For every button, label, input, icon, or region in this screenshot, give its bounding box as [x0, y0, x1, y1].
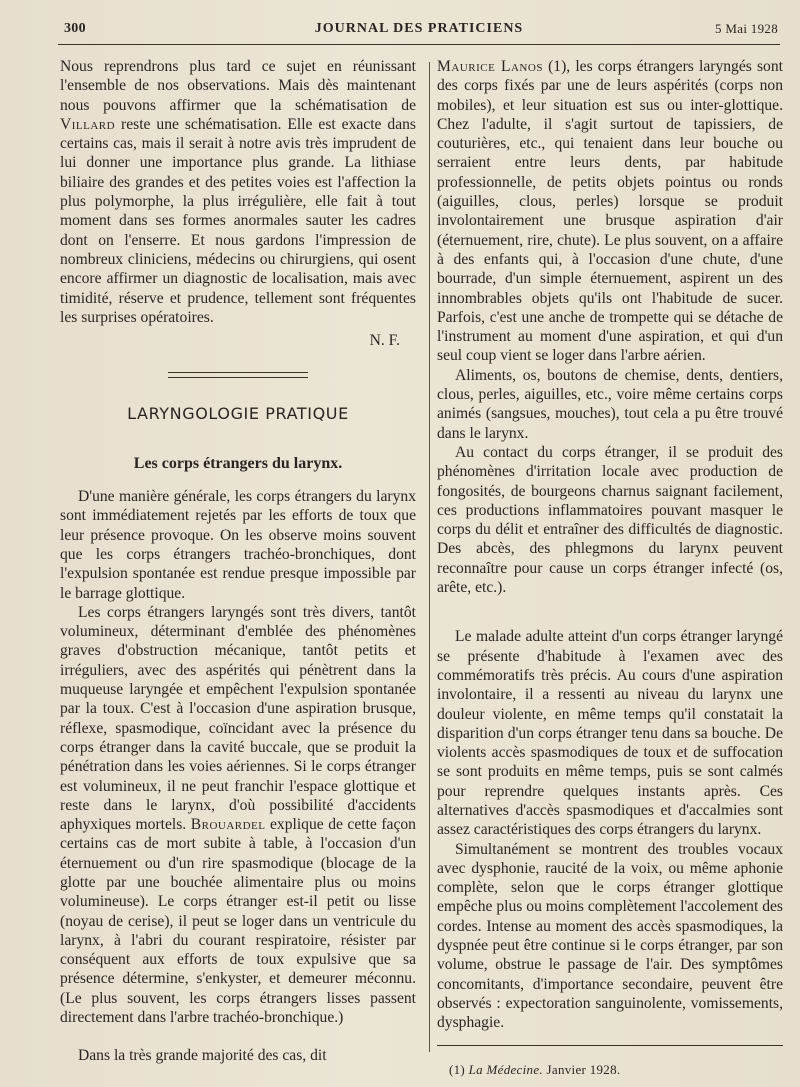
- section-heading: LARYNGOLOGIE PRATIQUE: [127, 404, 349, 424]
- body-paragraph: Simultanément se montrent des troubles vocaux avec dysphonie, raucité de la voix, ou même aphonie complète, selon que le corps étranger glottique empêche plus ou moins complètement l'accolement des cordes. Intense au moment des accès spasmodiques, la dyspnée peut être continue si le corps étranger, par son volume, obstrue le passage de l'air. Des symptômes concomitants, d'importance secondaire, peuvent être observés : expectoration sanguinolente, vomissements, dysphagie.: [437, 840, 783, 1032]
- paragraph-gap: [437, 597, 783, 627]
- journal-title: JOURNAL DES PRATICIENS: [314, 21, 524, 36]
- right-column: [437, 57, 783, 1079]
- author-name-brouardel: Brouardel: [190, 816, 266, 834]
- body-paragraph: D'une manière générale, les corps étrangers du larynx sont immédiatement rejetés par les efforts de toux que leur présence provoque. On les observe moins souvent que les corps étrangers trachéo-bronchiques, dont l'expulsion spontanée est rendue presque impossible par le barrage glottique.: [60, 488, 416, 602]
- body-paragraph: Au contact du corps étranger, il se produit des phénomènes d'irritation locale avec production de fongosités, de bourgeons charnus saignant facilement, ces productions inflammatoires pouvant masquer le corps du délit et entraîner des difficultés de diagnostic. Des abcès, des phlegmons du larynx peuvent reconnaître pour cause un corps étranger infecté (os, arête, etc.).: [437, 443, 783, 597]
- article-signature: N. F.: [369, 332, 400, 350]
- body-paragraph: Aliments, os, boutons de chemise, dents, dentiers, clous, perles, aiguilles, etc., voire même certains corps animés (sangsues, mouches), tout cela a pu être trouvé dans le larynx.: [437, 366, 783, 442]
- header-rule: [58, 44, 780, 45]
- body-paragraph: Le malade adulte atteint d'un corps étranger laryngé se présente d'habitude à l'examen avec des commémoratifs très précis. Au cours d'une aspiration involontaire, il a ressenti au niveau du larynx une douleur violente, en même temps qu'il constatait la disparition d'un corps étranger tenu dans sa bouche. De violents accès spasmodiques de toux et de suffocation se sont produits en même temps, puis se sont calmés pour reprendre quelques instants après. Ces alternatives d'accès spasmodiques et d'accalmies sont assez caractéristiques des corps étrangers du larynx.: [437, 628, 783, 839]
- footnote: (1) La Médecine. Janvier 1928.: [449, 1061, 621, 1077]
- intro-paragraph: Nous reprendrons plus tard ce sujet en réunissant l'ensemble de nos observations. Mais dès maintenant nous pouvons affirmer que la schématisation de Villard reste une schématisation. Elle est exacte dans certains cas, mais il serait à notre avis très imprudent de lui donner une importance plus grande. La lithiase biliaire des grandes et des petites voies est l'affection la plus polymorphe, la plus irrégulière, elle fait à tout moment dans ses formes anormales sauter les cadres dont on l'enserre. Et nous gardons l'impression de nombreux cliniciens, médecins ou chirurgiens, qui osent encore affirmer un diagnostic de localisation, mais avec timidité, réserve et prudence, tellement sont fréquentes les surprises opératoires.: [60, 58, 416, 326]
- author-name-villard: Villard: [60, 115, 116, 133]
- page-number: 300: [64, 21, 86, 36]
- section-separator: [168, 372, 308, 378]
- author-name-lanos: Maurice Lanos: [437, 58, 543, 75]
- body-paragraph: Maurice Lanos (1), les corps étrangers laryngés sont des corps fixés par une de leurs aspérités (corps non mobiles), et leur situation est sus ou inter-glottique. Chez l'adulte, il s'agit surtout de tapissiers, de couturières, etc., qui tenaient dans leur bouche ou serraient entre leurs dents, par habitude professionnelle, de petits objets pointus ou ronds (aiguilles, clous, perles) lorsque se produit involontairement une brusque aspiration d'air (éternuement, rire, chute). Le plus souvent, on a affaire à des enfants qui, à l'occasion d'une chute, d'une bourrade, d'un simple éternuement, aspirent un des innombrables objets qu'ils ont l'habitude de sucer. Parfois, c'est une anche de trompette qui se détache de l'instrument au moment d'une aspiration, et qui d'un seul coup vient se loger dans l'arbre aérien.: [437, 58, 783, 365]
- body-paragraph: Dans la très grande majorité des cas, dit: [78, 1047, 327, 1065]
- body-paragraph: Les corps étrangers laryngés sont très divers, tantôt volumineux, déterminant d'emblée des phénomènes graves d'obstruction mécanique, tantôt petits et irréguliers, avec des aspérités qui pénètrent dans la muqueuse laryngée et empêchent l'expulsion spontanée par la toux. C'est à l'occasion d'une aspiration brusque, réflexe, spasmodique, coïncidant avec la présence du corps étranger dans la cavité buccale, que se produit la pénétration dans les voies aériennes. Si le corps étranger est volumineux, il ne peut franchir l'espace glottique et reste dans le larynx, d'où possibilité d'accidents aphyxiques mortels. Brouardel explique de cette façon certains cas de mort subite à table, à l'occasion d'un éternuement ou d'un rire spasmodique (blocage de la glotte par une bouchée alimentaire plus ou moins volumineuse). Le corps étranger est-il petit ou lisse (noyau de cerise), il peut se loger dans un ventricule du larynx, à l'abri du courant respiratoire, résister par conséquent aux efforts de toux expulsive que sa présence détermine, s'enkyster, et demeurer méconnu. (Le plus souvent, les corps étrangers lisses passent directement dans l'arbre trachéo-bronchique.): [60, 603, 416, 1027]
- article-title: Les corps étrangers du larynx.: [133, 454, 343, 472]
- footnote-source: La Médecine.: [468, 1061, 543, 1077]
- left-column: [60, 57, 416, 1066]
- footnote-rule: [437, 1045, 783, 1046]
- running-header: [58, 18, 780, 42]
- issue-date: 5 Mai 1928: [715, 21, 778, 36]
- column-divider: [429, 62, 430, 1052]
